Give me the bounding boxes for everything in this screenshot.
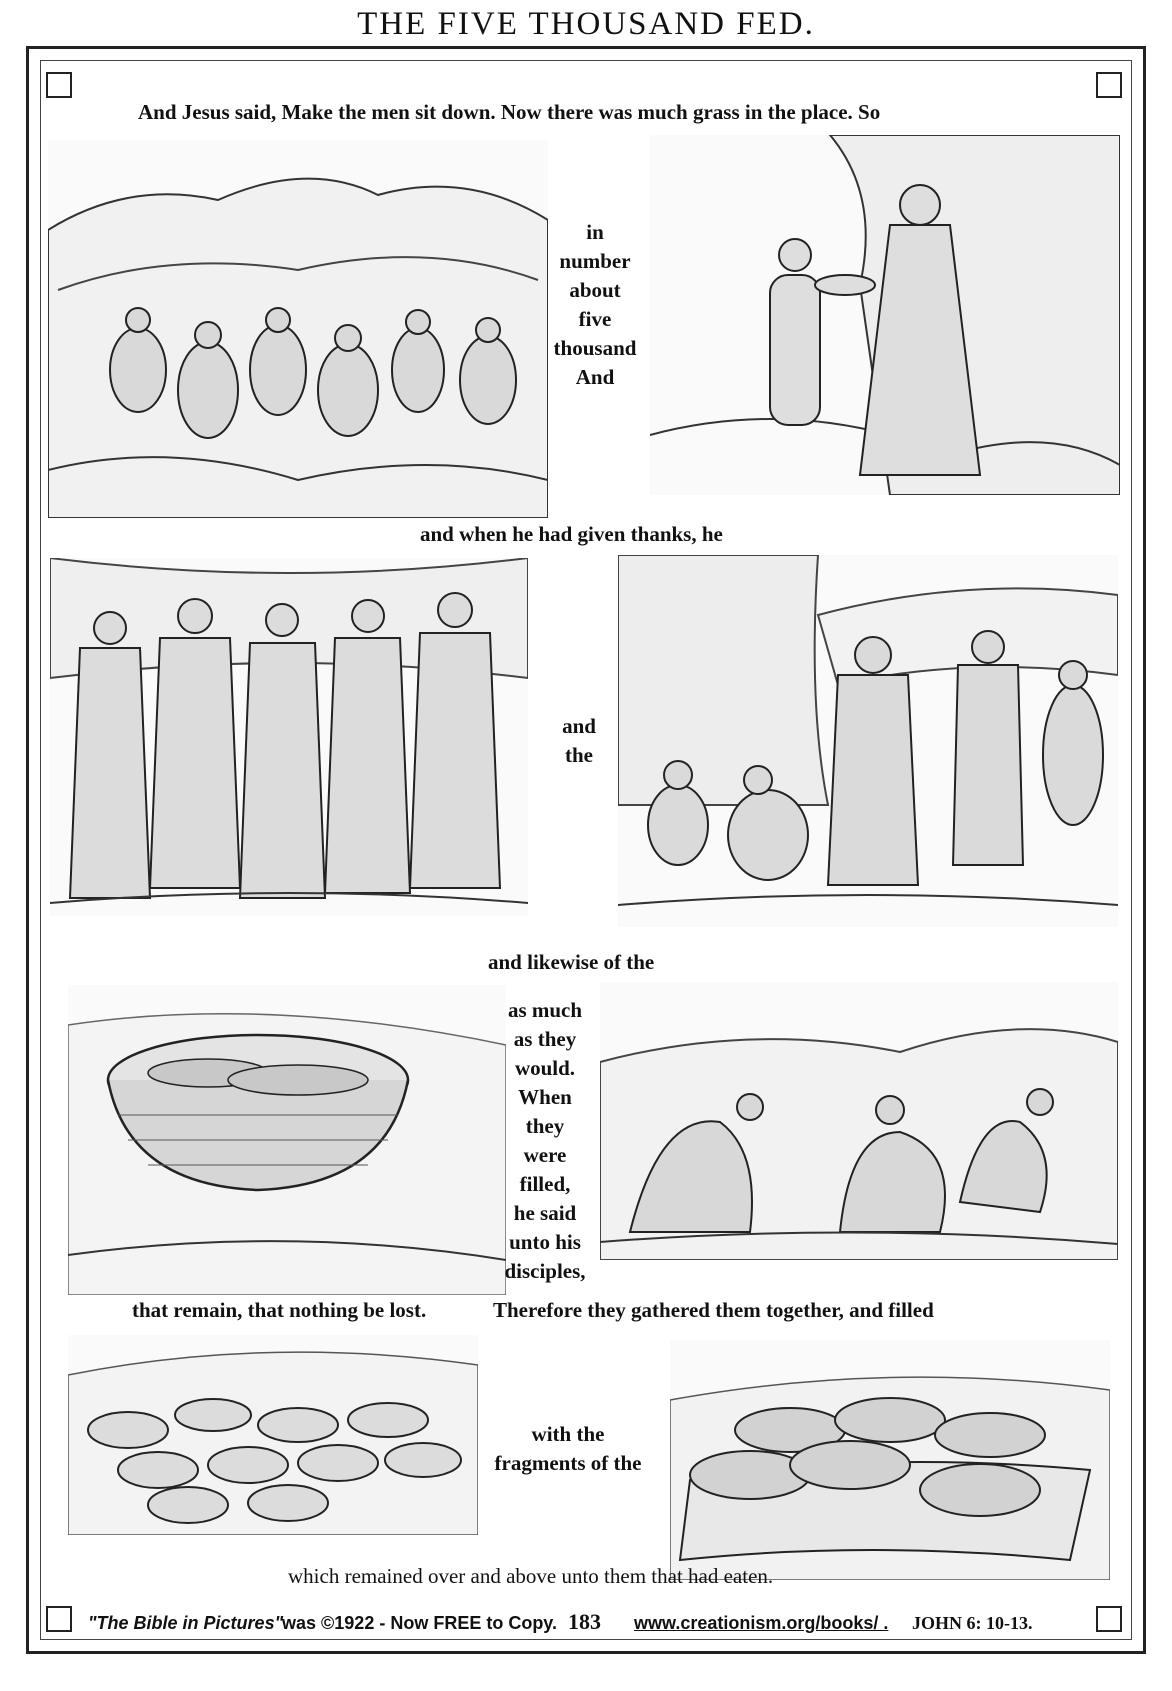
illustration-basket-of-fish	[68, 985, 506, 1295]
footer-page-number: 183	[568, 1609, 601, 1634]
text-line-4a: that remain, that nothing be lost.	[132, 1298, 427, 1322]
text-word: and	[562, 714, 596, 738]
frame-corner-top-right	[1096, 72, 1122, 98]
text-word: with the	[531, 1422, 605, 1446]
text-word: they	[525, 1114, 565, 1138]
text-word: the	[565, 743, 593, 767]
illustration-distributing-bread	[618, 555, 1118, 927]
text-word: five	[578, 307, 612, 331]
text-word: he said	[513, 1201, 577, 1225]
illustration-multitude-seated	[48, 140, 548, 518]
text-column-2	[534, 712, 624, 770]
text-word: about	[569, 278, 621, 302]
footer-copyright: was ©1922 - Now FREE to Copy.	[282, 1613, 557, 1633]
frame-corner-bottom-right	[1096, 1606, 1122, 1632]
text-word: And	[575, 365, 615, 389]
footer-url-link[interactable]: www.creationism.org/books/ .	[634, 1613, 889, 1633]
illustration-loaves-on-cloth	[670, 1340, 1110, 1580]
frame-corner-bottom-left	[46, 1606, 72, 1632]
text-word: number	[559, 249, 631, 273]
text-word: disciples,	[504, 1259, 586, 1283]
text-word: When	[518, 1085, 572, 1109]
text-word: filled,	[519, 1172, 571, 1196]
text-word: were	[523, 1143, 567, 1167]
text-column-1	[540, 218, 650, 392]
text-line-2: and when he had given thanks, he	[420, 522, 723, 546]
text-line-3: and likewise of the	[488, 950, 655, 974]
text-word: unto his	[509, 1230, 581, 1254]
illustration-twelve-baskets	[68, 1335, 478, 1535]
text-word: would.	[514, 1056, 576, 1080]
illustration-jesus-with-boy	[650, 135, 1120, 495]
text-word: as much	[507, 998, 583, 1022]
text-column-4	[478, 1420, 658, 1478]
frame-corner-top-left	[46, 72, 72, 98]
page-title: THE FIVE THOUSAND FED.	[357, 6, 815, 42]
text-word: thousand	[553, 336, 637, 360]
text-line-1: And Jesus said, Make the men sit down. Now there was much grass in the place. So	[138, 100, 881, 124]
footer-scripture-reference: JOHN 6: 10-13.	[912, 1613, 1033, 1633]
text-column-3	[490, 996, 600, 1286]
text-word: as they	[513, 1027, 577, 1051]
text-line-4b: Therefore they gathered them together, and filled	[493, 1298, 934, 1322]
illustration-gathering-fragments	[600, 982, 1118, 1260]
footer-book-title: "The Bible in Pictures"	[88, 1613, 284, 1633]
text-word: fragments of the	[494, 1451, 642, 1475]
text-word: in	[586, 220, 604, 244]
illustration-disciples-with-loaves	[50, 558, 528, 916]
text-line-5: which remained over and above unto them that had eaten.	[288, 1564, 774, 1588]
